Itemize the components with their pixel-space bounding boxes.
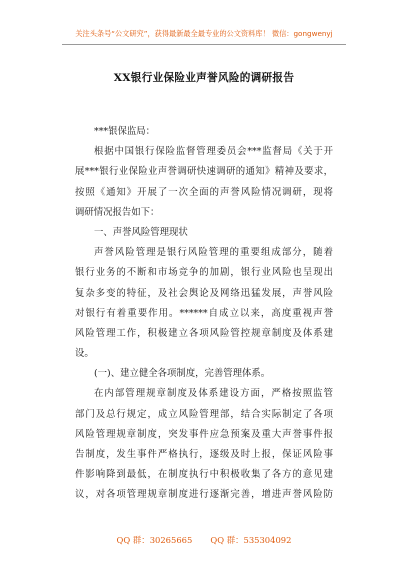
qq-group-number: 535304092 bbox=[243, 535, 292, 545]
paragraph-line: 议，对各项管理规章制度进行逐渐完善，增进声誉风险防 bbox=[75, 489, 333, 501]
header-divider bbox=[62, 44, 346, 45]
subsection-heading: (一)、建立健全各项制度，完善管理体系。 bbox=[94, 368, 271, 380]
paragraph-line: 部门及总行规定，成立风险管理部，结合实际制定了各项 bbox=[75, 408, 333, 420]
document-title: XX银行业保险业声誉风险的调研报告 bbox=[113, 72, 295, 84]
qq-group-label: QQ 群： bbox=[210, 535, 244, 545]
paragraph-line: 对银行有着重要作用。******自成立以来，高度重视声誉 bbox=[75, 307, 333, 319]
footer-contact bbox=[0, 534, 408, 546]
qq-group-number: 30265665 bbox=[149, 535, 193, 545]
paragraph-line: 在内部管理规章制度及体系建设方面，严格按照监管 bbox=[94, 388, 333, 400]
paragraph-line: 声誉风险管理是银行风险管理的重要组成部分，随着 bbox=[94, 247, 333, 259]
paragraph-line: 风险管理工作，积极建立各项风险管控规章制度及体系建 bbox=[75, 327, 333, 339]
paragraph-line: 展***银行业保险业声誉调研快速调研的通知》精神及要求， bbox=[75, 166, 333, 178]
salutation: ***银保监局： bbox=[94, 126, 155, 137]
paragraph-line: 银行业务的不断和市场竞争的加剧，银行业风险也呈现出 bbox=[75, 267, 333, 279]
paragraph-line: 复杂多变的特征，及社会舆论及网络迅猛发展，声誉风险 bbox=[75, 287, 333, 299]
paragraph-line: 告制度，发生事件严格执行，逐级及时上报，保证风险事 bbox=[75, 449, 333, 460]
qq-group-label: QQ 群： bbox=[116, 535, 150, 545]
paragraph-line: 件影响降到最低，在制度执行中积极收集了各方的意见建 bbox=[75, 469, 333, 481]
paragraph-line: 调研情况报告如下： bbox=[75, 206, 160, 218]
paragraph-line: 根据中国银行保险监督管理委员会***监督局《关于开 bbox=[94, 146, 333, 158]
section-heading: 一、声誉风险管理现状 bbox=[94, 226, 188, 238]
paragraph-line: 设。 bbox=[75, 348, 94, 360]
document-body bbox=[75, 122, 333, 506]
paragraph-line: 风险管理规章制度，突发事件应急预案及重大声誉事件报 bbox=[75, 428, 333, 440]
header-banner: 关注头条号“公文研究”，获得最新最全最专业的公文资料库！ 微信：gongwenyj bbox=[75, 29, 333, 38]
paragraph-line: 按照《通知》开展了一次全面的声誉风险情况调研，现将 bbox=[75, 186, 333, 198]
